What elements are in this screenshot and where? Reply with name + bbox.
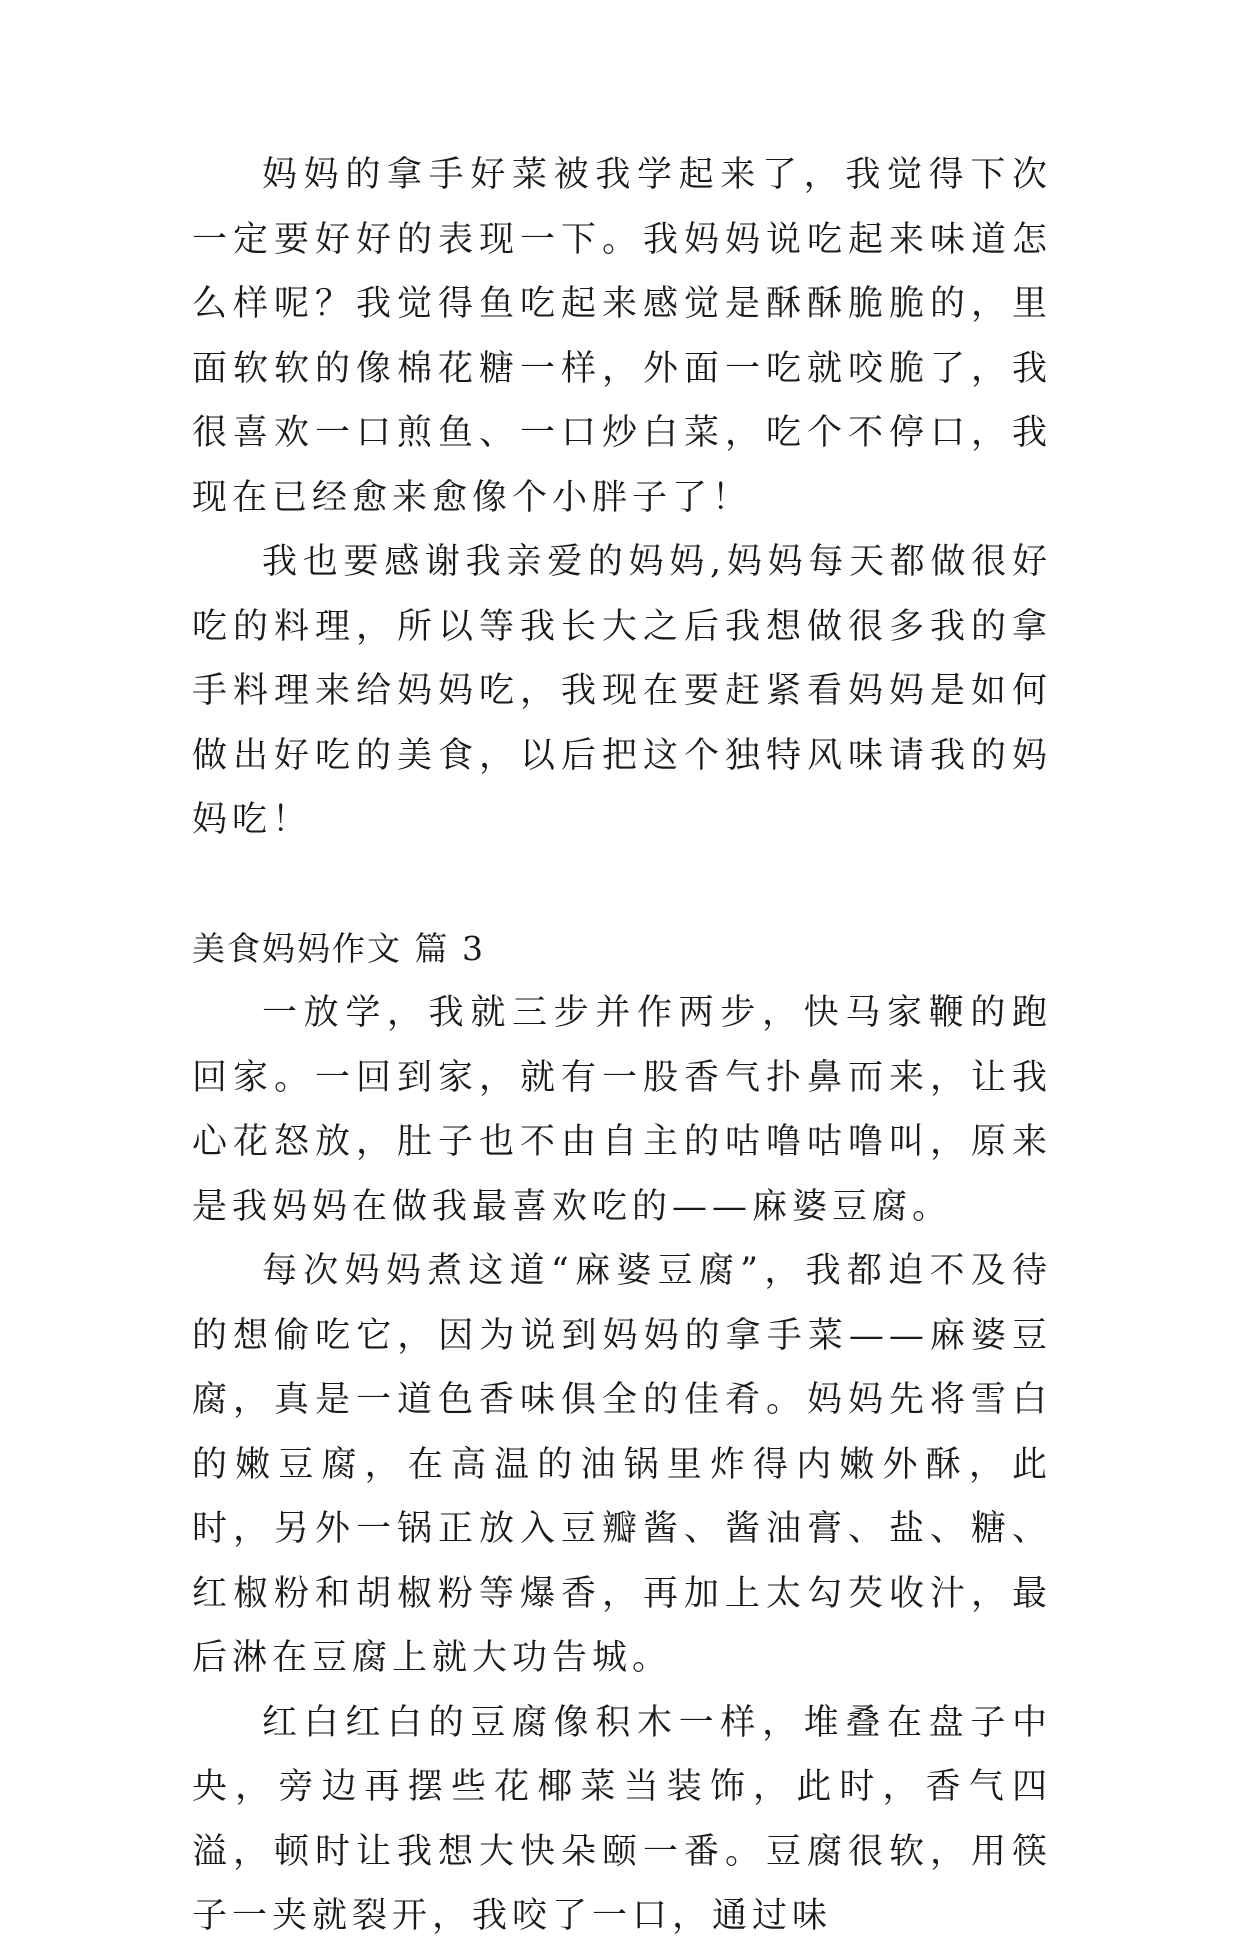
paragraph: 每次妈妈煮这道“麻婆豆腐”，我都迫不及待的想偷吃它，因为说到妈妈的拿手菜——麻婆豆腐，真是一道色香味俱全的佳肴。妈妈先将雪白的嫩豆腐，在高温的油锅里炸得内嫩外酥，此时，另外一锅正放入豆瓣酱、酱油膏、盐、糖、红椒粉和胡椒粉等爆香，再加上太勾芡收汁，最后淋在豆腐上就大功告城。 bbox=[192, 1251, 1052, 1678]
section-title: 美食妈妈作文 篇 3 bbox=[192, 928, 485, 968]
document-body bbox=[192, 143, 1052, 1949]
paragraph: 我也要感谢我亲爱的妈妈,妈妈每天都做很好吃的料理，所以等我长大之后我想做很多我的拿手料理来给妈妈吃，我现在要赶紧看妈妈是如何做出好吃的美食，以后把这个独特风味请我的妈妈吃！ bbox=[192, 542, 1052, 840]
paragraph: 红白红白的豆腐像积木一样，堆叠在盘子中央，旁边再摆些花椰菜当装饰，此时，香气四溢，顿时让我想大快朵颐一番。豆腐很软，用筷子一夹就裂开，我咬了一口，通过味 bbox=[192, 1702, 1052, 1936]
paragraph: 妈妈的拿手好菜被我学起来了，我觉得下次一定要好好的表现一下。我妈妈说吃起来味道怎么样呢？我觉得鱼吃起来感觉是酥酥脆脆的，里面软软的像棉花糖一样，外面一吃就咬脆了，我很喜欢一口煎鱼、一口炒白菜，吃个不停口，我现在已经愈来愈像个小胖子了！ bbox=[192, 155, 1052, 518]
paragraph: 一放学，我就三步并作两步，快马家鞭的跑回家。一回到家，就有一股香气扑鼻而来，让我心花怒放，肚子也不由自主的咕噜咕噜叫，原来是我妈妈在做我最喜欢吃的——麻婆豆腐。 bbox=[192, 993, 1052, 1227]
